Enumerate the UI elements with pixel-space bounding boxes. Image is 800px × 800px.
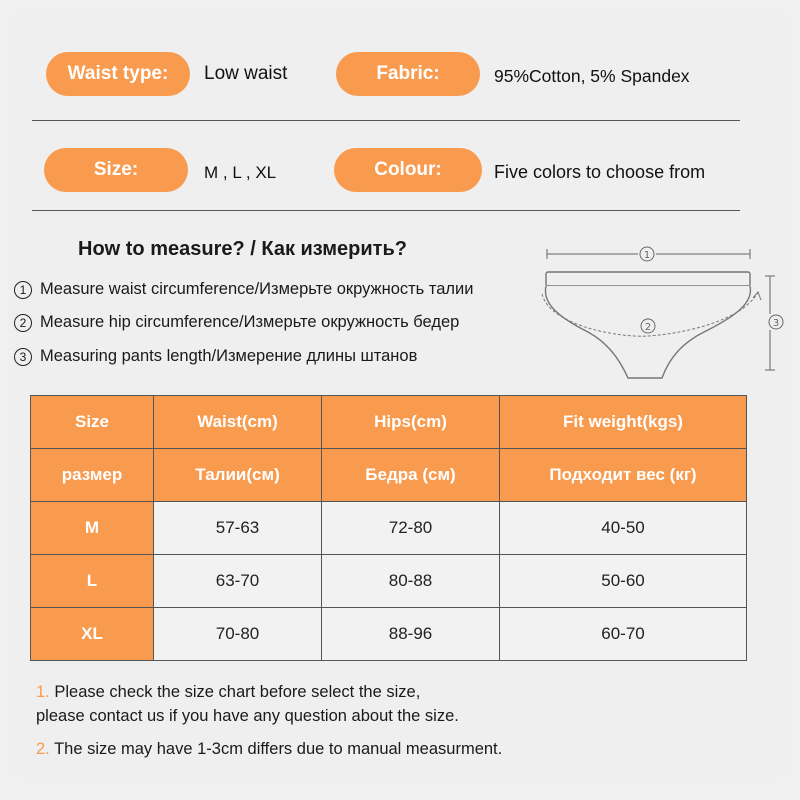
note-text: Please check the size chart before select the size, [54,683,421,701]
hips-cell: 88-96 [322,608,500,661]
step-text: Measure waist circumference/Измерьте окружность талии [40,280,474,298]
note-text: The size may have 1-3cm differs due to manual measurment. [54,740,503,758]
step-text: Measuring pants length/Измерение длины штанов [40,347,418,365]
step-number: 3 [14,348,32,366]
measure-step [14,347,417,366]
step-text: Measure hip circumference/Измерьте окружность бедер [40,313,460,331]
size-chart-table [30,395,747,661]
size-cell: M [31,502,154,555]
table-header-row [31,396,747,449]
header-cell: Бедра (см) [322,449,500,502]
hips-cell: 72-80 [322,502,500,555]
waistband-shape [546,272,750,286]
note-number: 2. [36,740,50,758]
measure-step [14,313,459,332]
size-cell: XL [31,608,154,661]
header-cell: Fit weight(kgs) [500,396,747,449]
header-cell: Hips(cm) [322,396,500,449]
header-cell: Подходит вес (кг) [500,449,747,502]
underwear-measure-diagram [520,236,790,386]
note-text: please contact us if you have any question about the size. [36,707,459,725]
waist-cell: 63-70 [154,555,322,608]
size-label: Size: [44,148,188,192]
weight-cell: 40-50 [500,502,747,555]
measure-title: How to measure? / Как измерить? [78,238,407,260]
note-2 [36,740,502,759]
note-1-continued [36,707,459,726]
weight-cell: 60-70 [500,608,747,661]
note-number: 1. [36,683,50,701]
note-1 [36,683,420,702]
header-cell: Waist(cm) [154,396,322,449]
divider [32,210,740,211]
header-cell: размер [31,449,154,502]
step-number: 1 [14,281,32,299]
diagram-label-3: 3 [772,318,780,329]
colour-label: Colour: [334,148,482,192]
table-row [31,502,747,555]
header-cell: Size [31,396,154,449]
waist-cell: 70-80 [154,608,322,661]
diagram-label-1: 1 [643,250,651,261]
fabric-value: 95%Cotton, 5% Spandex [494,66,690,86]
diagram-label-2: 2 [644,322,652,333]
table-row [31,608,747,661]
step-number: 2 [14,314,32,332]
colour-value: Five colors to choose from [494,162,706,182]
product-info-card [8,8,792,778]
waist-type-label: Waist type: [46,52,190,96]
divider [32,120,740,121]
hips-cell: 80-88 [322,555,500,608]
table-header-row [31,449,747,502]
waist-type-value: Low waist [204,63,288,84]
waist-cell: 57-63 [154,502,322,555]
fabric-label: Fabric: [336,52,480,96]
measure-step [14,280,473,299]
weight-cell: 50-60 [500,555,747,608]
header-cell: Талии(см) [154,449,322,502]
table-row [31,555,747,608]
size-cell: L [31,555,154,608]
size-value: M , L , XL [204,163,277,182]
